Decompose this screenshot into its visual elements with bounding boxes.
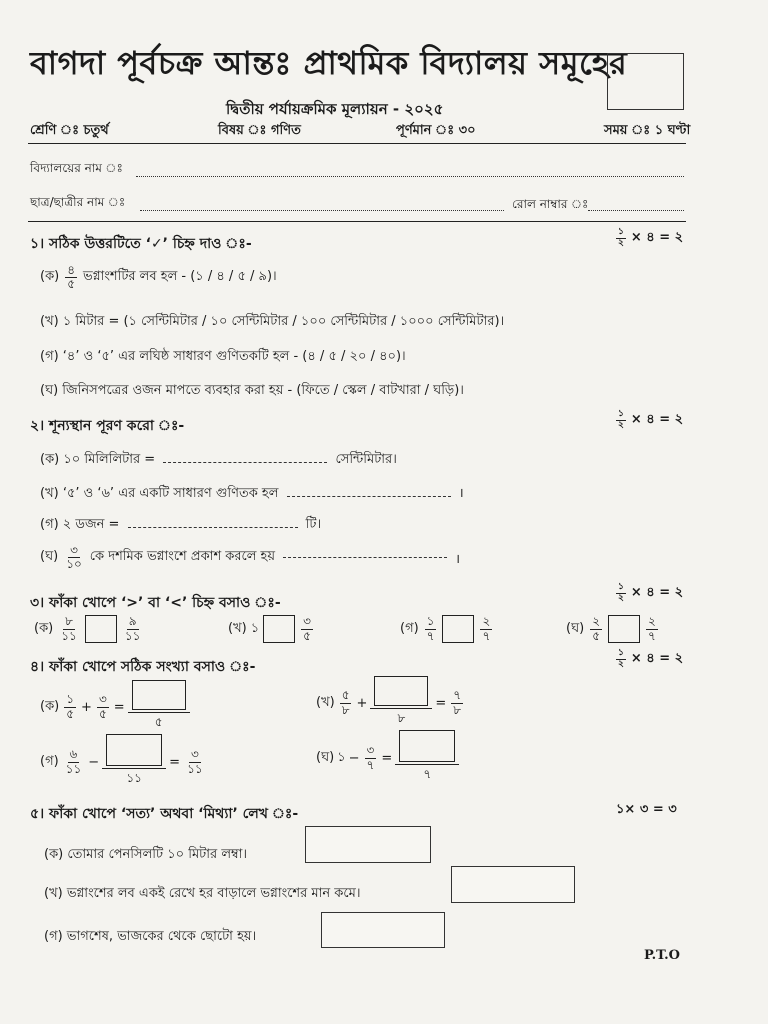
q3-k-right-fraction [123,615,143,642]
time-label: সময় ঃ ১ ঘণ্টা [604,123,691,138]
q2-item-gh-blank[interactable] [283,557,447,558]
q3-k-l-den: ১১ [61,628,77,643]
q5-item-g: (গ) ভাগশেষ, ভাজকের থেকে ছোটো হয়। [44,929,257,944]
q5-item-k: (ক) তোমার পেনসিলটি ১০ মিটার লম্বা। [44,847,248,862]
q1-marks-rest: × ৪ = ২ [630,230,684,245]
q2-item-gh-b: । [455,551,460,567]
q2-item-g-b: টি। [305,517,322,532]
q2-item-kh [40,483,464,505]
q3-marks-frac-num: ১ [618,582,624,593]
q4-k-a-den: ৫ [66,706,75,721]
q1-marks-frac-den: ২ [618,238,624,248]
q4-heading: ৪। ফাঁকা খোপে সঠিক সংখ্যা বসাও ঃ- [30,659,256,675]
q4-kh-r-fraction [451,689,463,716]
q3-kh-r-den: ৫ [303,628,311,643]
exam-subtitle: দ্বিতীয় পর্যায়ক্রমিক মূল্যায়ন - ২০২৫ [226,100,444,118]
student-name-field[interactable] [140,210,504,211]
q4-item-g [40,734,207,790]
q3-marks-frac-den: ২ [618,593,624,603]
q3-gh-label: (ঘ) [566,620,585,636]
q4-k-b-den: ৫ [98,706,107,721]
q4-g-mid-fraction [102,734,166,790]
q2-item-kh-b: । [458,486,464,501]
q4-k-op: + [81,699,92,715]
q4-marks [614,649,683,670]
q4-k-label: (ক) [40,698,60,714]
q1-marks [614,228,683,249]
school-group-title: বাগদা পূর্বচক্র আন্তঃ প্রাথমিক বিদ্যালয় সমূহের [30,44,628,82]
q4-kh-mid-fraction [370,676,432,730]
q4-g-mid-den: ১১ [126,771,142,785]
q2-item-gh-frac-den: ১০ [66,557,82,572]
q4-g-a-fraction [64,748,84,775]
q3-item-gh [566,615,660,643]
q2-item-gh-text: কে দশমিক ভগ্নাংশে প্রকাশ করলে হয় [89,549,276,565]
q5-g-answer-box[interactable] [321,912,445,948]
q4-kh-mid-den: ৮ [397,711,406,725]
student-name-label: ছাত্র/ছাত্রীর নাম ঃ [30,195,126,209]
q3-g-l-den: ৭ [426,628,435,643]
q4-gh-label: (ঘ) [316,749,335,765]
header-divider [28,143,686,144]
q1-marks-fraction [616,228,626,249]
q1-item-k [40,264,277,291]
q4-g-r-num: ৩ [190,747,199,762]
q4-g-a-num: ৬ [69,747,78,762]
q4-k-a-num: ১ [66,692,75,707]
q4-item-gh [316,730,459,786]
q4-kh-a-num: ৫ [341,688,350,703]
q2-item-k [40,450,397,471]
q4-k-answer-box[interactable] [132,680,186,710]
q4-g-op: − [88,754,100,770]
q5-k-answer-box[interactable] [305,826,431,863]
q3-gh-right-fraction [646,615,658,642]
q5-item-kh: (খ) ভগ্নাংশের লব একই রেখে হর বাড়ালে ভগ্নাংশের মান কমে। [44,886,361,901]
q4-g-answer-box[interactable] [106,734,162,766]
q4-kh-a-fraction [340,689,352,716]
q2-marks-rest: × ৪ = ২ [630,412,684,427]
q3-g-label: (গ) [400,620,419,636]
q4-k-a-fraction [64,693,76,720]
q3-gh-left-fraction [590,615,602,642]
q1-item-kh: (খ) ১ মিটার = (১ সেন্টিমিটার / ১০ সেন্টিমিটার / ১০০ সেন্টিমিটার / ১০০০ সেন্টিমিটার)। [40,314,505,329]
q2-item-gh [40,544,460,571]
q4-kh-answer-box[interactable] [374,676,428,706]
q2-item-gh-frac-num: ৩ [70,543,78,557]
q4-kh-r-num: ৭ [453,688,462,703]
q3-item-g [400,615,494,643]
q4-gh-a-den: ৭ [366,757,375,772]
q1-item-k-frac-num: ৪ [67,263,76,277]
q4-g-a-den: ১১ [65,761,82,776]
q5-marks: ১× ৩ = ৩ [616,802,677,817]
q2-marks-fraction [616,410,626,431]
q4-marks-frac-den: ২ [618,659,624,669]
q5-kh-answer-box[interactable] [451,866,575,903]
q1-item-g: (গ) ‘৪’ ও ‘৫’ এর লঘিষ্ঠ সাধারণ গুণিতকটি হল - (৪ / ৫ / ২০ / ৪০)। [40,349,406,364]
q4-item-kh [316,676,465,730]
subject-label: বিষয় ঃ গণিত [218,123,301,138]
q3-gh-l-den: ৫ [592,628,600,643]
q3-marks-rest: × ৪ = ২ [630,585,684,600]
q3-g-r-den: ৭ [482,628,491,643]
q3-g-right-fraction [480,615,492,642]
q3-marks [614,583,683,604]
school-name-field[interactable] [136,176,684,177]
q1-item-k-text: ভগ্নাংশটির লব হল - (১ / ৪ / ৫ / ৯)। [83,269,277,285]
q2-item-kh-a: (খ) ‘৫’ ও ‘৬’ এর একটি সাধারণ গুণিতক হল [40,486,279,501]
q4-gh-answer-box[interactable] [399,730,455,762]
roll-field[interactable] [588,210,684,211]
q3-gh-r-den: ৭ [648,628,656,643]
full-marks-label: পূর্ণমান ঃ ৩০ [396,123,476,138]
q4-gh-a-num: ৩ [366,743,375,758]
q3-k-answer-box[interactable] [85,615,117,643]
q4-gh-op: − [348,750,360,766]
q1-item-gh: (ঘ) জিনিসপত্রের ওজন মাপতে ব্যবহার করা হয় - (ফিতে / স্কেল / বাটখারা / ঘড়ি)। [40,383,464,398]
q2-marks-frac-den: ২ [618,420,624,430]
q4-gh-answer-fraction [395,730,459,786]
q4-kh-a-den: ৮ [341,702,350,717]
q1-item-k-frac-den: ৫ [67,277,76,292]
q4-g-r-den: ১১ [187,761,203,776]
q4-marks-frac-num: ১ [618,648,624,659]
q2-item-gh-fraction [64,544,84,571]
q4-k-b-fraction [97,693,109,720]
q3-kh-r-num: ৩ [303,614,311,629]
q2-item-k-b: সেন্টিমিটার। [335,452,397,467]
q5-heading: ৫। ফাঁকা খোপে ‘সত্য’ অথবা ‘মিথ্যা’ লেখ ঃ- [30,806,299,822]
q3-item-k [34,615,144,643]
q1-marks-frac-num: ১ [618,227,624,238]
q2-item-k-a: (ক) ১০ মিলিলিটার = [40,452,156,467]
q4-kh-eq: = [435,695,447,711]
q4-k-ans-den: ৫ [154,715,163,729]
q3-g-r-num: ২ [482,614,491,629]
q2-marks-frac-num: ১ [618,409,624,420]
q2-marks [614,410,683,431]
q3-kh-left: ১ [250,620,260,636]
school-name-label: বিদ্যালয়ের নাম ঃ [30,161,123,175]
q3-marks-fraction [616,583,626,604]
q3-g-answer-box[interactable] [442,615,474,643]
q4-k-eq: = [113,699,125,715]
q3-g-l-num: ১ [426,614,435,629]
q2-heading: ২। শূন্যস্থান পূরণ করো ঃ- [30,418,185,434]
q2-item-g [40,515,321,536]
seal-box [607,53,684,110]
q3-g-left-fraction [425,615,437,642]
q4-gh-eq: = [381,750,393,766]
q4-k-answer-fraction [128,680,190,734]
q3-k-left-fraction [59,615,79,642]
q3-item-kh [228,615,315,643]
q2-item-gh-prefix: (ঘ) [40,549,59,565]
q3-kh-answer-box[interactable] [263,615,295,643]
q4-g-r-fraction [185,748,205,775]
q2-item-g-a: (গ) ২ ডজন = [40,517,120,532]
q1-item-k-fraction [65,264,77,291]
q4-item-k [40,680,190,734]
q3-k-r-num: ৯ [128,614,137,629]
q4-gh-left: ১ [337,749,346,765]
q4-kh-op: + [356,695,368,711]
q3-gh-l-num: ২ [592,614,600,629]
q3-gh-r-num: ২ [648,614,656,629]
q3-kh-right-fraction [301,615,313,642]
pto-note: P.T.O [644,948,680,963]
q4-kh-r-den: ৮ [453,702,462,717]
q2-item-k-blank[interactable] [163,462,327,463]
q1-item-k-prefix: (ক) [40,269,60,285]
q3-k-l-num: ৮ [65,614,73,629]
q3-k-label: (ক) [34,620,54,636]
q4-k-b-num: ৩ [98,692,107,707]
class-label: শ্রেণি ঃ চতুর্থ [30,123,109,138]
q4-g-eq: = [169,754,181,770]
q3-gh-answer-box[interactable] [608,615,640,643]
q4-kh-label: (খ) [316,694,335,710]
q1-heading: ১। সঠিক উত্তরটিতে ‘✓’ চিহ্ন দাও ঃ- [30,236,252,252]
q4-gh-a-fraction [365,744,377,771]
q4-gh-ans-den: ৭ [423,767,432,781]
q4-marks-rest: × ৪ = ২ [630,651,684,666]
q2-item-g-blank[interactable] [128,527,298,528]
fields-divider [28,221,686,222]
q4-g-label: (গ) [40,753,59,769]
q3-k-r-den: ১১ [124,628,141,643]
q3-kh-label: (খ) [228,620,247,636]
q3-heading: ৩। ফাঁকা খোপে ‘>’ বা ‘<’ চিহ্ন বসাও ঃ- [30,595,281,611]
roll-label: রোল নাম্বার ঃ [512,197,589,211]
q4-marks-fraction [616,649,626,670]
q2-item-kh-blank[interactable] [287,496,451,497]
